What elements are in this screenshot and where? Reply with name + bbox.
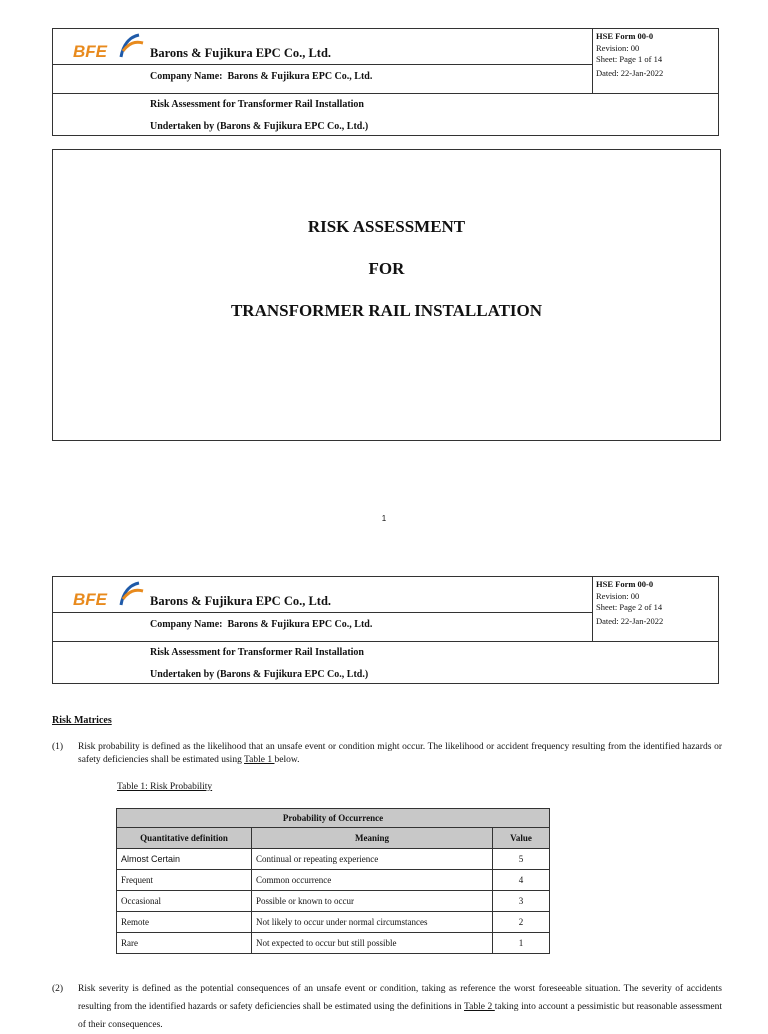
cover-title-line-2: FOR <box>368 259 405 278</box>
table-cell: Continual or repeating experience <box>252 849 493 870</box>
probability-table <box>116 808 550 954</box>
table-cell: Common occurrence <box>252 870 493 891</box>
cover-title-line-3: TRANSFORMER RAIL INSTALLATION <box>230 301 543 320</box>
column-header: Quantitative definition <box>117 828 252 849</box>
assessment-title: Risk Assessment for Transformer Rail Installation <box>150 647 364 658</box>
column-header: Value <box>493 828 550 849</box>
company-name: Barons & Fujikura EPC Co., Ltd. <box>150 46 332 60</box>
table-1-link[interactable]: Table 1 <box>244 755 275 765</box>
table-cell: 5 <box>493 849 550 870</box>
logo-swoosh-icon <box>117 581 145 609</box>
table-cell: Possible or known to occur <box>252 891 493 912</box>
undertaken-by: Undertaken by (Barons & Fujikura EPC Co., Ltd.) <box>150 121 369 132</box>
table-cell: Not expected to occur but still possible <box>252 933 493 954</box>
cover-title-box <box>52 149 721 441</box>
company-logo: BFE <box>73 33 145 63</box>
company-name-line: Company Name: Barons & Fujikura EPC Co., Ltd. <box>150 619 373 630</box>
table-row <box>117 849 550 870</box>
table-cell: Frequent <box>117 870 252 891</box>
table-cell: Occasional <box>117 891 252 912</box>
page-number: 1 <box>381 514 387 523</box>
paragraph-1: (1) Risk probability is defined as the likelihood that an unsafe event or condition might occur. The likelihood or accident frequency resulting from the identified hazards or safety deficiencies shall be estimated using Table 1 below. <box>52 742 722 765</box>
paragraph-2: (2) Risk severity is defined as the potential consequences of an unsafe event or condition, taking as reference the worst foreseeable situation. The severity of accidents resulting from the identified hazards or safety deficiencies shall be estimated using the definitions in Table 2 taking into account a pessimistic but reasonable assessment of their consequences. <box>52 984 722 1030</box>
table-caption: Table 1: Risk Probability <box>117 782 213 792</box>
table-2-link[interactable]: Table 2 <box>464 1002 495 1012</box>
form-header-page-1 <box>52 28 719 136</box>
table-row <box>117 891 550 912</box>
form-header-page-2 <box>52 576 719 684</box>
company-name-line: Company Name: Barons & Fujikura EPC Co., Ltd. <box>150 71 373 82</box>
form-meta: HSE Form 00-0 Revision: 00 Sheet: Page 1 of 14 Dated: 22-Jan-2022 <box>596 31 664 78</box>
table-title: Probability of Occurrence <box>117 809 550 828</box>
assessment-title: Risk Assessment for Transformer Rail Installation <box>150 99 364 110</box>
table-cell: 2 <box>493 912 550 933</box>
table-cell: Not likely to occur under normal circumstances <box>252 912 493 933</box>
table-row <box>117 870 550 891</box>
table-cell: Almost Certain <box>117 849 252 870</box>
company-logo: BFE <box>73 581 145 611</box>
form-meta: HSE Form 00-0 Revision: 00 Sheet: Page 2 of 14 Dated: 22-Jan-2022 <box>596 579 664 626</box>
table-row <box>117 933 550 954</box>
table-row <box>117 912 550 933</box>
section-title: Risk Matrices <box>52 715 112 726</box>
cover-title-line-1: RISK ASSESSMENT <box>307 217 466 236</box>
column-header: Meaning <box>252 828 493 849</box>
table-cell: Rare <box>117 933 252 954</box>
logo-swoosh-icon <box>117 33 145 61</box>
company-name: Barons & Fujikura EPC Co., Ltd. <box>150 594 332 608</box>
table-cell: Remote <box>117 912 252 933</box>
table-cell: 1 <box>493 933 550 954</box>
undertaken-by: Undertaken by (Barons & Fujikura EPC Co., Ltd.) <box>150 669 369 680</box>
table-cell: 4 <box>493 870 550 891</box>
table-cell: 3 <box>493 891 550 912</box>
